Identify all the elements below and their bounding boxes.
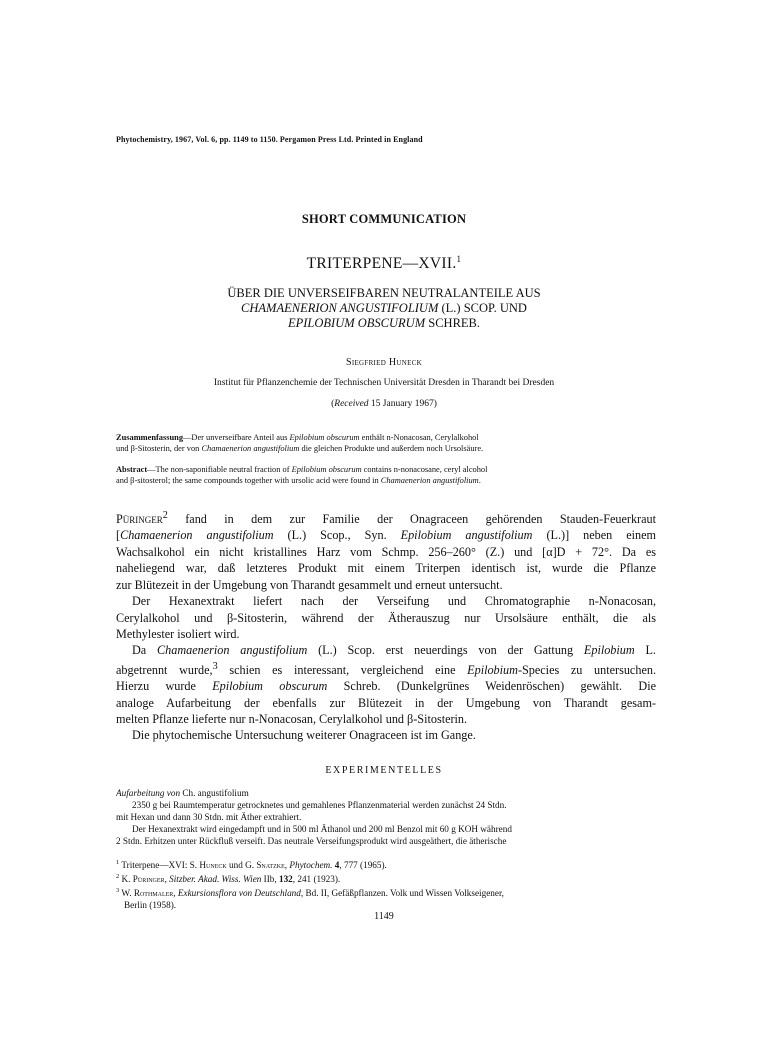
text-run: , 777 (1965).	[339, 860, 387, 871]
footnote-3-continuation: Berlin (1958).	[124, 900, 177, 911]
text-run: Schreb. (Dunkelgrünes Weidenröschen) gewählt. Die	[327, 679, 656, 694]
section-label: SHORT COMMUNICATION	[301, 212, 467, 226]
abstract-block	[116, 464, 656, 486]
cited-author: Püringer	[116, 512, 163, 527]
zusammenfassung-block	[116, 432, 656, 454]
subtitle-species-1: CHAMAENERION ANGUSTIFOLIUM	[241, 301, 439, 315]
experimental-section	[116, 787, 656, 847]
species-name: Chamaenerion angustifolium	[201, 444, 300, 453]
body-paragraph-1	[116, 508, 656, 593]
text-run: K.	[119, 874, 133, 885]
genus-name: Epilobium	[467, 662, 518, 677]
footnote-2	[116, 871, 656, 885]
text-run: schien es interessant, vergleichend eine	[217, 662, 468, 677]
species-name: Epilobium obscurum	[289, 433, 360, 442]
journal-name: , Phytochem.	[284, 860, 333, 871]
body-line	[116, 642, 656, 658]
species-name: Epilobium obscurum	[212, 679, 328, 694]
received-label: Received	[334, 399, 369, 409]
text-run: enthält n-Nonacosan, Cerylalkohol	[359, 433, 479, 442]
text-run: Triterpene—XVI: S.	[119, 860, 200, 871]
subheading-italic: Aufarbeitung von	[116, 788, 181, 798]
text-run: —The non-saponifiable neutral fraction of	[147, 465, 292, 474]
experimental-subheading	[116, 787, 656, 799]
journal-name: , Sitzber. Akad. Wiss. Wien	[164, 874, 262, 885]
subtitle-species-2: EPILOBIUM OBSCURUM	[287, 316, 426, 330]
received-close: )	[433, 399, 437, 409]
zusammenfassung-line-1	[116, 432, 656, 443]
subheading-rest: Ch. angustifolium	[180, 788, 249, 798]
cited-author: Huneck	[199, 860, 227, 871]
abstract-line-2	[116, 475, 656, 486]
body-line: melten Pflanze lieferte nur n-Nonacosan, Cerylalkohol und β-Sitosterin.	[116, 712, 468, 726]
body-line	[116, 659, 656, 678]
body-line: Cerylalkohol und β-Sitosterin, während der Ätherauszug nur Ursolsäure enthält, die als	[116, 610, 656, 625]
body-line	[116, 508, 656, 527]
text-run: die gleichen Produkte und außerdem noch Ursolsäure.	[299, 444, 484, 453]
text-run: and β-sitosterol; the same compounds together with ursolic acid were found in	[116, 476, 381, 485]
body-line	[116, 678, 656, 694]
subtitle-line-2	[80, 301, 688, 316]
genus-name: Epilobium	[583, 643, 635, 658]
text-run: contains n-nonacosane, ceryl alcohol	[361, 465, 488, 474]
body-line: Methylester isoliert wird.	[116, 626, 240, 641]
paper-title	[80, 254, 688, 273]
footnote-1	[116, 857, 656, 871]
body-paragraph-4	[116, 727, 656, 743]
experimental-line: 2 Stdn. Erhitzen unter Rückfluß verseift. Das neutrale Verseifungsprodukt wird ausgeäthert, die ätherische	[116, 836, 507, 846]
subtitle-line-1: ÜBER DIE UNVERSEIFBAREN NEUTRALANTEILE AUS	[227, 286, 541, 300]
text-run: abgetrennt wurde,	[116, 662, 213, 677]
footnote-ref: 3	[212, 660, 218, 672]
text-run: Da	[132, 643, 158, 658]
cited-author: Püringer	[132, 874, 165, 885]
cited-author: Rothmaler	[133, 888, 174, 899]
footnote-number: 1	[116, 859, 120, 866]
footnote-number: 3	[116, 887, 120, 895]
received-open: (	[331, 399, 335, 409]
body-paragraph-2	[116, 593, 656, 642]
text-run: und G.	[226, 860, 257, 871]
received-date	[80, 399, 688, 409]
text-run: (L.)] neben einem	[532, 528, 657, 543]
zusammenfassung-line-2	[116, 443, 656, 454]
experimental-line: mit Hexan und dann 30 Stdn. mit Äther extrahiert.	[116, 812, 302, 822]
species-name: Chamaenerion angustifolium	[157, 643, 308, 658]
body-line: Wachsalkohol ein nicht kristallines Harz vom Schmp. 256–260° (Z.) und [α]D + 72°. Da es	[116, 544, 656, 559]
text-run: -Species zu untersuchen.	[517, 662, 656, 677]
text-run: (L.) Scop. erst neuerdings von der Gattung	[307, 643, 584, 658]
text-run: Hierzu wurde	[116, 679, 213, 694]
volume: 4	[332, 860, 340, 871]
author-affiliation: Institut für Pflanzenchemie der Technischen Universität Dresden in Tharandt bei Dresden	[213, 378, 555, 388]
experimental-heading: EXPERIMENTELLES	[325, 765, 443, 776]
abstract-label: Abstract	[116, 465, 148, 474]
text-run: L.	[634, 643, 656, 658]
body-line	[116, 527, 656, 543]
cited-author: Snatzke	[256, 860, 285, 871]
footnote-ref: 2	[162, 510, 168, 521]
volume: 132	[278, 874, 293, 885]
title-footnote-ref: 1	[456, 254, 462, 264]
subtitle-line-3	[80, 316, 688, 331]
footnotes	[116, 857, 656, 911]
species-name: Chamaenerion angustifolium	[120, 528, 274, 543]
text-run: (L.) Scop., Syn.	[273, 528, 401, 543]
experimental-line: Der Hexanextrakt wird eingedampft und in 500 ml Äthanol und 200 ml Benzol mit 60 g KOH während	[132, 824, 512, 834]
body-line: Die phytochemische Untersuchung weiterer Onagraceen ist im Gange.	[132, 728, 476, 743]
received-date-value: 15 January 1967	[368, 399, 434, 409]
footnote-number: 2	[116, 873, 120, 881]
body-paragraph-3	[116, 642, 656, 727]
text-run: [	[116, 528, 121, 543]
species-name: Epilobium angustifolium	[400, 528, 533, 543]
text-run: , Bd. II, Gefäßpflanzen. Volk und Wissen Volkseigener,	[300, 888, 504, 899]
experimental-line: 2350 g bei Raumtemperatur getrocknetes und gemahlenes Pflanzenmaterial werden zunächst 24 Stdn.	[132, 800, 507, 810]
body-line: Der Hexanextrakt liefert nach der Verseifung und Chromatographie n-Nonacosan,	[132, 594, 656, 609]
subtitle-line-3-rest: SCHREB.	[425, 316, 481, 330]
text-run: —Der unverseifbare Anteil aus	[183, 433, 290, 442]
text-run: W.	[119, 888, 134, 899]
text-run: , 241 (1923).	[292, 874, 341, 885]
body-text	[116, 508, 656, 744]
journal-name: , Exkursionsflora von Deutschland	[173, 888, 301, 899]
body-line: naheliegend war, daß letzteres Produkt mit einem Triterpen identisch ist, wurde die Pflanze	[116, 561, 656, 576]
text-run: und β-Sitosterin, der von	[116, 444, 202, 453]
text-run: IIb,	[261, 874, 279, 885]
zusammenfassung-label: Zusammenfassung	[116, 433, 184, 442]
species-name: Chamaenerion angustifolium	[380, 476, 479, 485]
journal-citation: Phytochemistry, 1967, Vol. 6, pp. 1149 to 1150. Pergamon Press Ltd. Printed in England	[116, 135, 423, 144]
page-number: 1149	[374, 911, 394, 922]
title-text: TRITERPENE—XVII.	[306, 255, 457, 273]
body-line: zur Blütezeit in der Umgebung von Tharandt gesammelt und erneut untersucht.	[116, 577, 503, 592]
footnote-3	[116, 885, 656, 899]
text-run: fand in dem zur Familie der Onagraceen gehörenden Stauden-Feuerkraut	[167, 512, 656, 527]
subtitle-line-2-rest: (L.) SCOP. UND	[438, 301, 527, 315]
abstract-line-1	[116, 464, 656, 475]
body-line: analoge Aufarbeitung der ebenfalls zur Blütezeit in der Umgebung von Tharandt gesam-	[116, 695, 656, 710]
paper-subtitle	[80, 286, 688, 331]
author-name: Siegfried Huneck	[345, 357, 423, 368]
text-run: .	[478, 476, 481, 485]
species-name: Epilobium obscurum	[291, 465, 362, 474]
